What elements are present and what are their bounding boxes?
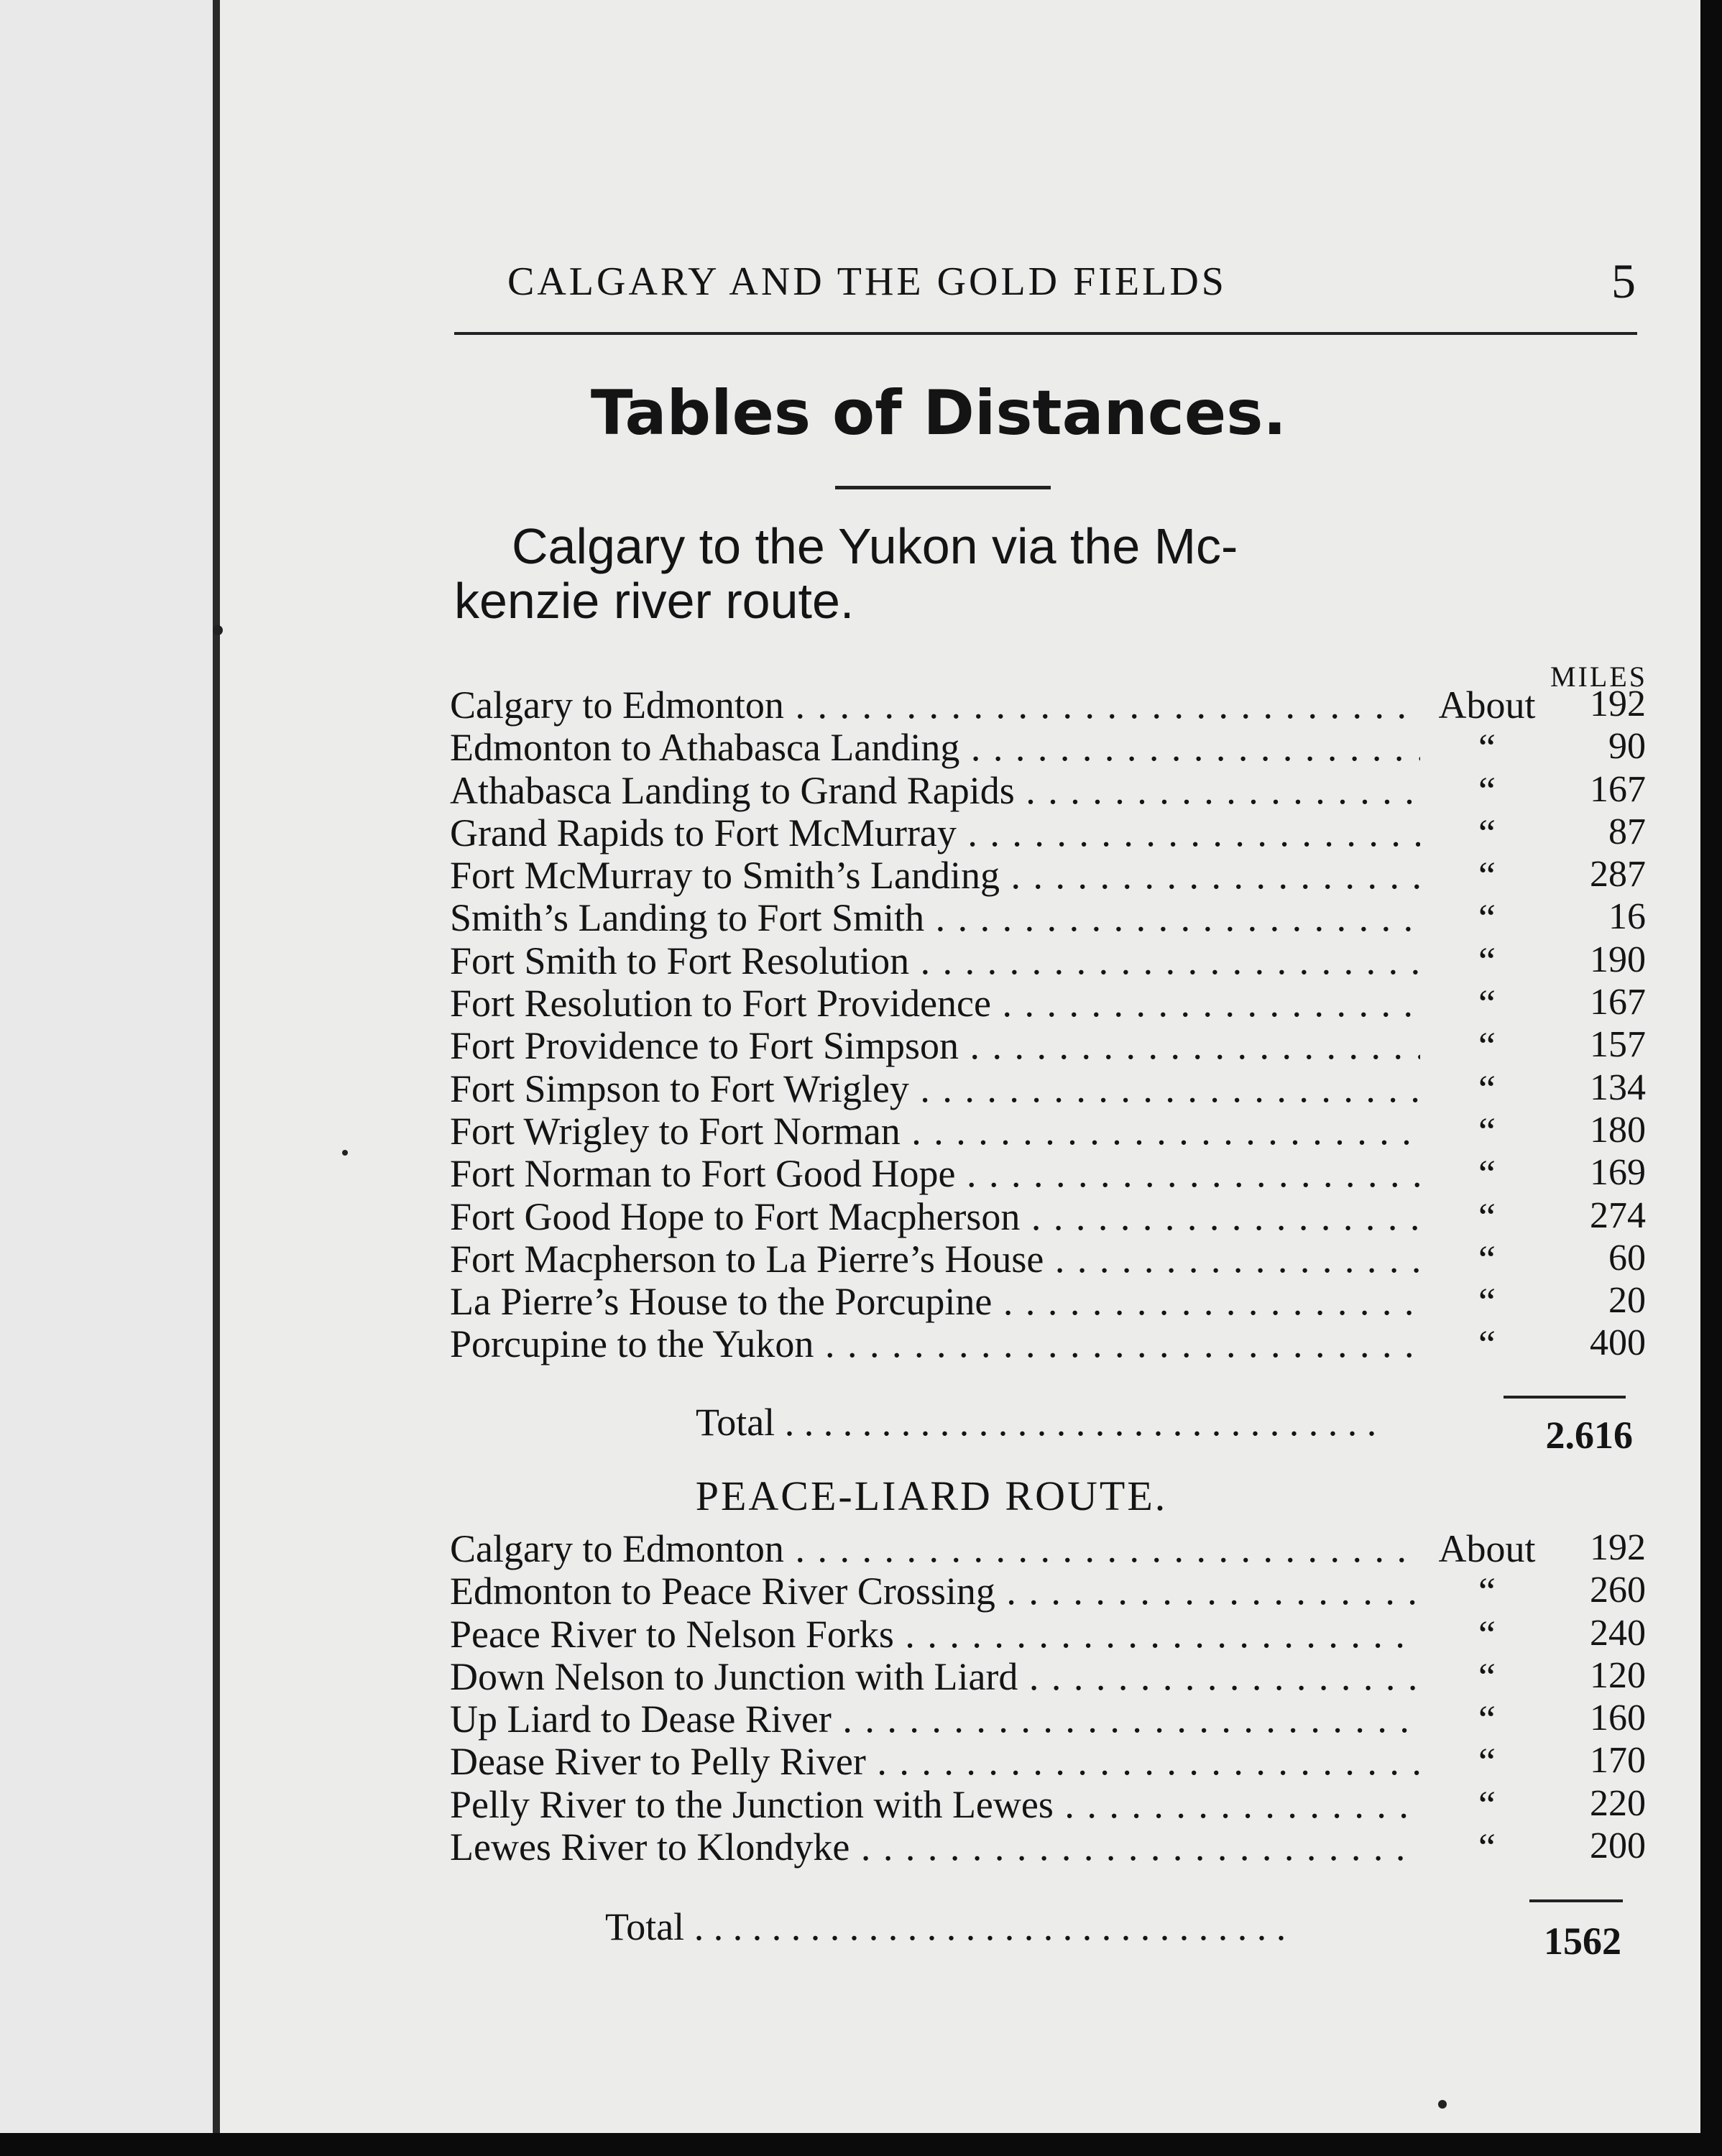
total-rule	[1504, 1396, 1626, 1399]
running-title: CALGARY AND THE GOLD FIELDS	[507, 259, 1227, 304]
ditto-note: About	[1438, 683, 1536, 727]
ink-speck	[342, 1150, 348, 1156]
miles-value: 60	[1608, 1237, 1646, 1279]
table-row	[450, 768, 1646, 811]
miles-value: 260	[1590, 1570, 1646, 1611]
total-leader	[775, 1401, 1376, 1444]
ink-speck	[213, 625, 223, 635]
table-row	[450, 939, 1646, 981]
total-value: 2.616	[1545, 1414, 1633, 1457]
route-name: Porcupine to the Yukon . . .	[450, 1322, 1420, 1366]
table-row	[450, 1654, 1646, 1697]
facing-page-edge	[0, 0, 217, 2133]
route-name: Calgary to Edmonton . . .	[450, 683, 1420, 727]
table-row	[450, 1782, 1646, 1825]
ditto-note: “	[1478, 896, 1496, 940]
ditto-note: “	[1478, 1825, 1496, 1869]
miles-value: 287	[1590, 854, 1646, 895]
miles-value: 167	[1590, 982, 1646, 1023]
section-heading-line-1: Calgary to the Yukon via the Mc-	[512, 518, 1238, 574]
ditto-note: “	[1478, 811, 1496, 854]
section-heading-peace-liard: PEACE-LIARD ROUTE.	[695, 1473, 1168, 1519]
page-title: Tables of Distances.	[590, 377, 1287, 449]
miles-value: 190	[1590, 939, 1646, 980]
header-rule	[454, 332, 1637, 335]
table-row	[450, 1109, 1646, 1151]
route-name: Edmonton to Peace River Crossing . . .	[450, 1569, 1420, 1613]
route-name: Pelly River to the Junction with Lewes . . .	[450, 1782, 1420, 1827]
ditto-note: “	[1478, 1024, 1496, 1068]
miles-value: 240	[1590, 1612, 1646, 1654]
route-name: Fort Simpson to Fort Wrigley . . .	[450, 1067, 1420, 1111]
ditto-note: “	[1478, 768, 1496, 812]
total-leader	[684, 1905, 1286, 1948]
ditto-note: “	[1478, 1570, 1496, 1613]
miles-value: 87	[1608, 811, 1646, 852]
section-heading-line-2: kenzie river route.	[454, 573, 855, 629]
miles-value: 120	[1590, 1654, 1646, 1696]
miles-value: 134	[1590, 1067, 1646, 1108]
table-row	[450, 1237, 1646, 1279]
table-row	[450, 1194, 1646, 1237]
miles-value: 157	[1590, 1024, 1646, 1066]
route-name: Fort Resolution to Fort Providence . . .	[450, 981, 1420, 1026]
table-row	[450, 1825, 1646, 1867]
miles-column-header: MILES	[1550, 660, 1647, 693]
ditto-note: “	[1478, 1612, 1496, 1656]
ditto-note: “	[1478, 726, 1496, 770]
page-number: 5	[1611, 254, 1636, 308]
route-name: Smith’s Landing to Fort Smith . . .	[450, 895, 1420, 940]
route-name: Athabasca Landing to Grand Rapids . . .	[450, 768, 1420, 813]
table-row	[450, 1569, 1646, 1611]
table-row	[450, 811, 1646, 853]
route-name: Fort Norman to Fort Good Hope . . .	[450, 1151, 1420, 1196]
title-rule	[835, 486, 1051, 489]
miles-value: 180	[1590, 1109, 1646, 1151]
ditto-note: “	[1478, 1782, 1496, 1826]
table-row	[450, 1739, 1646, 1782]
ditto-note: About	[1438, 1527, 1536, 1570]
miles-value: 192	[1590, 1527, 1646, 1568]
table-row	[450, 683, 1646, 725]
total-label: Total	[696, 1401, 775, 1444]
route-name: Edmonton to Athabasca Landing . . .	[450, 725, 1420, 770]
miles-value: 16	[1608, 896, 1646, 938]
ditto-note: “	[1478, 939, 1496, 982]
miles-value: 274	[1590, 1194, 1646, 1236]
total-label: Total	[605, 1905, 685, 1948]
miles-value: 160	[1590, 1697, 1646, 1739]
route-name: Calgary to Edmonton . . .	[450, 1526, 1420, 1571]
table-row	[450, 1612, 1646, 1654]
route-name: Down Nelson to Junction with Liard . . .	[450, 1654, 1420, 1699]
running-head	[507, 254, 1636, 308]
table-row	[450, 1697, 1646, 1739]
miles-value: 169	[1590, 1152, 1646, 1194]
route-name: Fort McMurray to Smith’s Landing . . .	[450, 853, 1420, 898]
book-page	[220, 0, 1700, 2133]
ditto-note: “	[1478, 1322, 1496, 1366]
table-row	[450, 981, 1646, 1026]
ditto-note: “	[1478, 1654, 1496, 1698]
ditto-note: “	[1478, 1697, 1496, 1741]
table-row	[450, 1322, 1646, 1364]
route-name: Fort Wrigley to Fort Norman . . .	[450, 1109, 1420, 1153]
ditto-note: “	[1478, 1280, 1496, 1324]
table-row	[450, 853, 1646, 898]
mackenzie-route-table	[450, 683, 1646, 1365]
miles-value: 400	[1590, 1322, 1646, 1364]
table-row	[450, 725, 1646, 768]
route-name: Up Liard to Dease River . . .	[450, 1697, 1420, 1741]
route-name: Dease River to Pelly River . . .	[450, 1739, 1420, 1784]
ditto-note: “	[1478, 854, 1496, 898]
miles-value: 167	[1590, 768, 1646, 810]
table-row	[450, 1067, 1646, 1109]
ditto-note: “	[1478, 982, 1496, 1026]
miles-value: 170	[1590, 1740, 1646, 1782]
total-row	[605, 1904, 1286, 1949]
ditto-note: “	[1478, 1067, 1496, 1110]
total-rule	[1529, 1899, 1623, 1902]
ditto-note: “	[1478, 1237, 1496, 1281]
route-name: La Pierre’s House to the Porcupine . . .	[450, 1279, 1420, 1324]
route-name: Fort Good Hope to Fort Macpherson . . .	[450, 1194, 1420, 1239]
route-name: Fort Smith to Fort Resolution . . .	[450, 939, 1420, 983]
table-row	[450, 1526, 1646, 1569]
ditto-note: “	[1478, 1194, 1496, 1238]
route-name: Peace River to Nelson Forks . . .	[450, 1612, 1420, 1657]
table-row	[450, 895, 1646, 938]
total-value: 1562	[1544, 1920, 1621, 1963]
ditto-note: “	[1478, 1152, 1496, 1196]
table-row	[450, 1023, 1646, 1066]
section-heading-mackenzie	[454, 519, 1647, 628]
ditto-note: “	[1478, 1109, 1496, 1153]
route-name: Fort Providence to Fort Simpson . . .	[450, 1023, 1420, 1068]
peace-liard-route-table	[450, 1526, 1646, 1867]
miles-value: 192	[1590, 683, 1646, 724]
total-row	[696, 1400, 1376, 1445]
route-name: Fort Macpherson to La Pierre’s House . . .	[450, 1237, 1420, 1281]
miles-value: 220	[1590, 1782, 1646, 1824]
route-name: Grand Rapids to Fort McMurray . . .	[450, 811, 1420, 855]
route-name: Lewes River to Klondyke . . .	[450, 1825, 1420, 1869]
ditto-note: “	[1478, 1740, 1496, 1784]
miles-value: 20	[1608, 1280, 1646, 1322]
miles-value: 200	[1590, 1825, 1646, 1867]
miles-value: 90	[1608, 726, 1646, 768]
ink-speck	[1438, 2100, 1447, 2109]
book-gutter	[213, 0, 220, 2133]
table-row	[450, 1279, 1646, 1322]
table-row	[450, 1151, 1646, 1194]
